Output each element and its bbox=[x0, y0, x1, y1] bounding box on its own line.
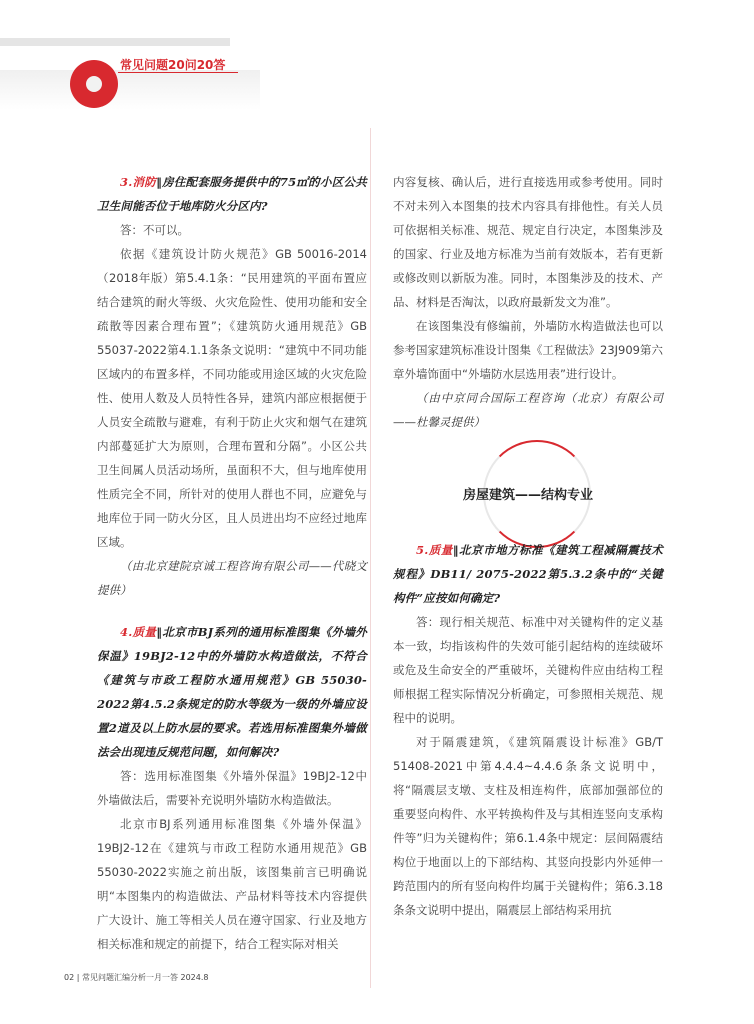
right-column bbox=[393, 170, 663, 434]
question-5: 5.质量‖北京市地方标准《建筑工程减隔震技术规程》DB11/ 2075-2022第5.3.2条中的“关键构件”应按如何确定? bbox=[393, 543, 663, 605]
question-3-tag: 3.消防 bbox=[120, 175, 157, 189]
page-header bbox=[0, 38, 260, 108]
answer-5: 答：现行相关规范、标准中对关键构件的定义基本一致，均指该构件的失效可能引起结构的连续破坏或危及生命安全的严重破坏，关键构件应由结构工程师根据工程实际情况分析确定，可参照相关规范、规程中的说明。 bbox=[393, 615, 663, 725]
answer-5-body: 对于隔震建筑，《建筑隔震设计标准》GB/T 51408-2021中第4.4.4~4.4.6条条文说明中，将“隔震层支墩、支柱及相连构件，底部加强部位的重要竖向构件、水平转换构件及与其相连竖向支承构件等”归为关键构件；第6.1.4条中规定：层间隔震结构位于地面以上的下部结构、其竖向投影内外延伸一跨范围内的所有竖向构件均属于关键构件；第6.3.18条条文说明中提出，隔震层上部结构采用抗 bbox=[393, 735, 663, 917]
answer-4-credit: （由中京同合国际工程咨询（北京）有限公司——杜馨灵提供） bbox=[393, 391, 663, 429]
column-divider bbox=[370, 128, 371, 988]
left-column bbox=[97, 170, 367, 956]
question-4-tag: 4.质量 bbox=[120, 625, 157, 639]
question-4: 4.质量‖北京市BJ系列的通用标准图集《外墙外保温》19BJ2-12中的外墙防水构造做法，不符合《建筑与市政工程防水通用规范》GB 55030-2022第4.5.2条规定的防水等级为一级的外墙应设置2道及以上防水层的要求。若选用标准图集外墙做法会出现违反规范问题，如何解决? bbox=[97, 625, 367, 759]
header-band bbox=[0, 38, 230, 46]
answer-3: 答：不可以。 bbox=[120, 223, 189, 237]
question-3: 3.消防‖房住配套服务提供中的75㎡的小区公共卫生间能否位于地库防火分区内? bbox=[97, 175, 367, 213]
header-band-lower bbox=[0, 70, 260, 110]
answer-4-body: 北京市BJ系列通用标准图集《外墙外保温》19BJ2-12在《建筑与市政工程防水通用规范》GB 55030-2022实施之前出版，该图集前言已明确说明“本图集内的构造做法、产品材料等技术内容提供广大设计、施工等相关人员在遵守国家、行业及地方相关标准和规定的前提下，结合工程实际对相关 bbox=[97, 817, 367, 951]
section-title: 房屋建筑——结构专业 bbox=[462, 488, 593, 503]
answer-4-continued: 内容复核、确认后，进行直接选用或参考使用。同时不对未列入本图集的技术内容具有排他性。有关人员可依据相关标准、规范、规定自行决定，本图集涉及的国家、行业及地方标准为当前有效版本，若有更新或修改则以新版为准。同时，本图集涉及的技术、产品、材料是否淘汰，以政府最新发文为准”。 bbox=[393, 175, 663, 309]
question-5-text: 北京市地方标准《建筑工程减隔震技术规程》DB11/ 2075-2022第5.3.2条中的“关键构件”应按如何确定? bbox=[393, 543, 663, 605]
question-3-text: 房住配套服务提供中的75㎡的小区公共卫生间能否位于地库防火分区内? bbox=[97, 175, 367, 213]
question-5-tag: 5.质量 bbox=[416, 543, 453, 557]
answer-3-credit: （由北京建院京诚工程咨询有限公司——代晓文提供） bbox=[97, 559, 367, 597]
right-column-lower bbox=[393, 538, 663, 922]
header-logo-center bbox=[86, 76, 102, 92]
answer-4: 答：选用标准图集《外墙外保温》19BJ2-12中外墙做法后，需要补充说明外墙防水构造做法。 bbox=[97, 769, 367, 807]
page-footer: 02 | 常见问题汇编分析一月一答 2024.8 bbox=[64, 973, 209, 982]
answer-3-body: 依据《建筑设计防火规范》GB 50016-2014（2018年版）第5.4.1条：“民用建筑的平面布置应结合建筑的耐火等级、火灾危险性、使用功能和安全疏散等因素合理布置”；《建筑防火通用规范》GB 55037-2022第4.1.1条条文说明：“建筑中不同功能区域内的布置多样，不同功能或用途区域的火灾危险性、使用人数及人员特性各异，建筑内部应根据便于人员安全疏散与避难，有利于防止火灾和烟气在建筑内部蔓延扩大为原则，合理布置和分隔”。小区公共卫生间属人员活动场所，虽面积不大，但与地库使用性质完全不同，所针对的使用人群也不同，应避免与地库位于同一防火分区，且人员进出均不应经过地库区域。 bbox=[97, 247, 367, 549]
header-title: 常见问题20问20答 bbox=[120, 58, 226, 72]
answer-4-body-2: 在该图集没有修编前，外墙防水构造做法也可以参考国家建筑标准设计图集《工程做法》23J909第六章外墙饰面中“外墙防水层选用表”进行设计。 bbox=[393, 319, 663, 381]
question-4-text: 北京市BJ系列的通用标准图集《外墙外保温》19BJ2-12中的外墙防水构造做法，不符合《建筑与市政工程防水通用规范》GB 55030-2022第4.5.2条规定的防水等级为一级的外墙应设置2道及以上防水层的要求。若选用标准图集外墙做法会出现违反规范问题，如何解决? bbox=[97, 625, 367, 759]
